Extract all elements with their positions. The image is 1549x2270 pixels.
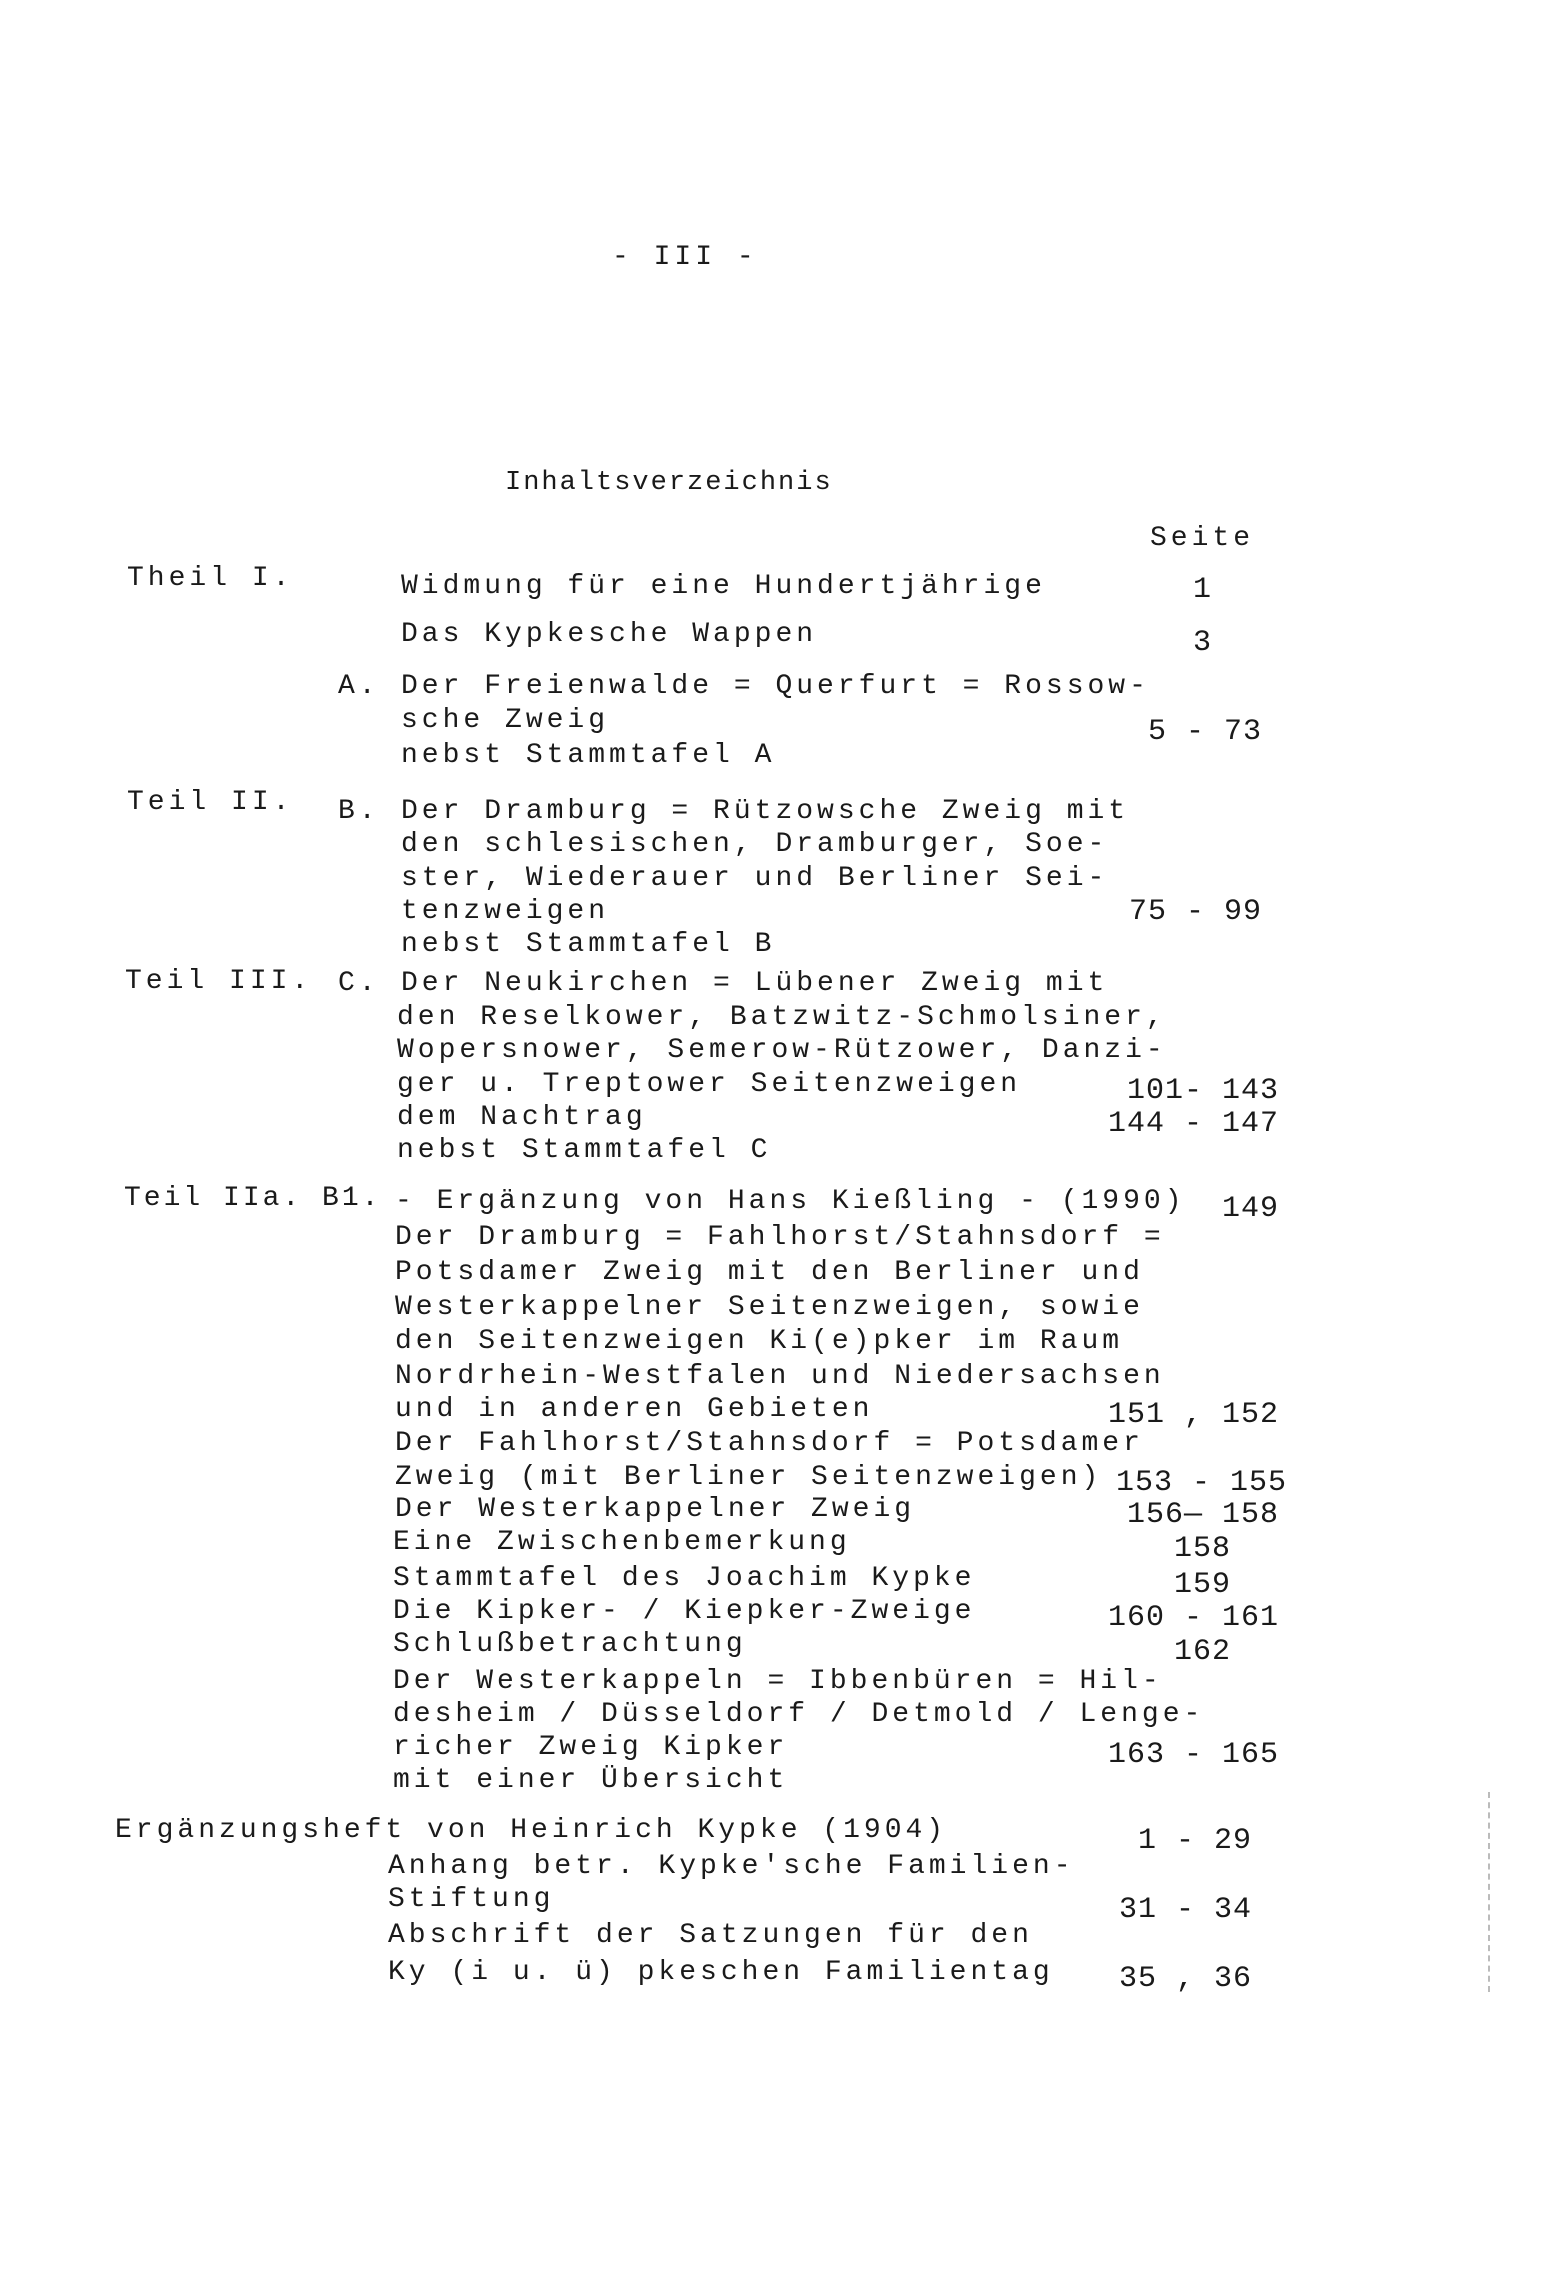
toc-line: Abschrift der Satzungen für den: [388, 1920, 1033, 1951]
page-ref: 163 - 165: [1107, 1738, 1279, 1772]
toc-line: Westerkappelner Seitenzweigen, sowie: [395, 1292, 1144, 1323]
toc-line: richer Zweig Kipker: [393, 1732, 789, 1763]
page-ref: 151 , 152: [1107, 1398, 1279, 1432]
page-ref: 144 - 147: [1107, 1107, 1279, 1141]
page-ref: 160 - 161: [1107, 1601, 1279, 1635]
section-letter: B.: [338, 796, 380, 827]
toc-line: mit einer Übersicht: [393, 1765, 789, 1796]
toc-line: Stammtafel des Joachim Kypke: [393, 1563, 976, 1594]
toc-line: ger u. Treptower Seitenzweigen: [397, 1069, 1022, 1100]
toc-line: sche Zweig: [401, 705, 610, 736]
toc-line: Nordrhein-Westfalen und Niedersachsen: [395, 1361, 1165, 1392]
part-label: Theil I.: [127, 563, 294, 594]
page-ref: 162: [1173, 1635, 1231, 1669]
toc-line: Der Freienwalde = Querfurt = Rossow-: [401, 671, 1150, 702]
toc-line: Der Westerkappelner Zweig: [395, 1494, 916, 1525]
toc-line: den Reselkower, Batzwitz-Schmolsiner,: [397, 1002, 1167, 1033]
section-letter: C.: [338, 968, 380, 999]
toc-line: dem Nachtrag: [397, 1102, 647, 1133]
part-label: Teil IIa. B1.: [124, 1183, 382, 1214]
toc-line: ster, Wiederauer und Berliner Sei-: [401, 863, 1109, 894]
part-label: Teil III.: [125, 966, 313, 997]
page-ref: 101- 143: [1126, 1074, 1279, 1108]
toc-line: Der Westerkappeln = Ibbenbüren = Hil-: [393, 1666, 1163, 1697]
page-ref: 5 - 73: [1147, 715, 1262, 749]
toc-line: und in anderen Gebieten: [395, 1394, 874, 1425]
toc-line: Der Neukirchen = Lübener Zweig mit: [401, 968, 1109, 999]
toc-line: Die Kipker- / Kiepker-Zweige: [393, 1596, 976, 1627]
page-ref: 158: [1173, 1532, 1231, 1566]
toc-line: den Seitenzweigen Ki(e)pker im Raum: [395, 1326, 1124, 1357]
toc-line: nebst Stammtafel B: [401, 929, 776, 960]
supplement-heading: Ergänzungsheft von Heinrich Kypke (1904): [115, 1815, 948, 1846]
toc-line: - Ergänzung von Hans Kießling - (1990): [395, 1186, 1186, 1217]
toc-title: Inhaltsverzeichnis: [505, 468, 833, 498]
toc-line: Ky (i u. ü) pkeschen Familientag: [388, 1957, 1054, 1988]
toc-entry: Widmung für eine Hundertjährige: [401, 571, 1046, 602]
toc-line: nebst Stammtafel A: [401, 740, 776, 771]
toc-line: Zweig (mit Berliner Seitenzweigen): [395, 1462, 1103, 1493]
page-ref: 75 - 99: [1128, 895, 1262, 929]
page-ref: 149: [1221, 1192, 1279, 1226]
page-ref: 1 - 29: [1137, 1824, 1252, 1858]
toc-line: Potsdamer Zweig mit den Berliner und: [395, 1257, 1144, 1288]
page-ref: 156— 158: [1126, 1498, 1279, 1532]
toc-line: Schlußbetrachtung: [393, 1629, 747, 1660]
toc-entry: Das Kypkesche Wappen: [401, 619, 818, 650]
page-ref: 153 - 155: [1115, 1466, 1287, 1500]
scan-edge-mark: [1488, 1792, 1490, 1992]
page-ref: 3: [1193, 626, 1212, 660]
toc-line: tenzweigen: [401, 896, 610, 927]
toc-line: Der Dramburg = Rützowsche Zweig mit: [401, 796, 1130, 827]
part-label: Teil II.: [127, 787, 294, 818]
section-letter: A.: [338, 671, 380, 702]
page-ref: 1: [1193, 573, 1212, 607]
toc-line: Anhang betr. Kypke'sche Familien-: [388, 1851, 1075, 1882]
page-ref: 159: [1173, 1568, 1231, 1602]
page-number: - III -: [612, 242, 758, 273]
toc-line: Wopersnower, Semerow-Rützower, Danzi-: [397, 1035, 1167, 1066]
toc-line: Der Fahlhorst/Stahnsdorf = Potsdamer: [395, 1428, 1144, 1459]
toc-line: nebst Stammtafel C: [397, 1135, 772, 1166]
toc-line: Der Dramburg = Fahlhorst/Stahnsdorf =: [395, 1222, 1165, 1253]
page-column-header: Seite: [1150, 523, 1255, 554]
page-ref: 31 - 34: [1118, 1893, 1252, 1927]
page-ref: 35 , 36: [1118, 1962, 1252, 1996]
toc-line: den schlesischen, Dramburger, Soe-: [401, 829, 1109, 860]
toc-line: desheim / Düsseldorf / Detmold / Lenge-: [393, 1699, 1205, 1730]
toc-line: Stiftung: [388, 1884, 555, 1915]
toc-line: Eine Zwischenbemerkung: [393, 1527, 851, 1558]
